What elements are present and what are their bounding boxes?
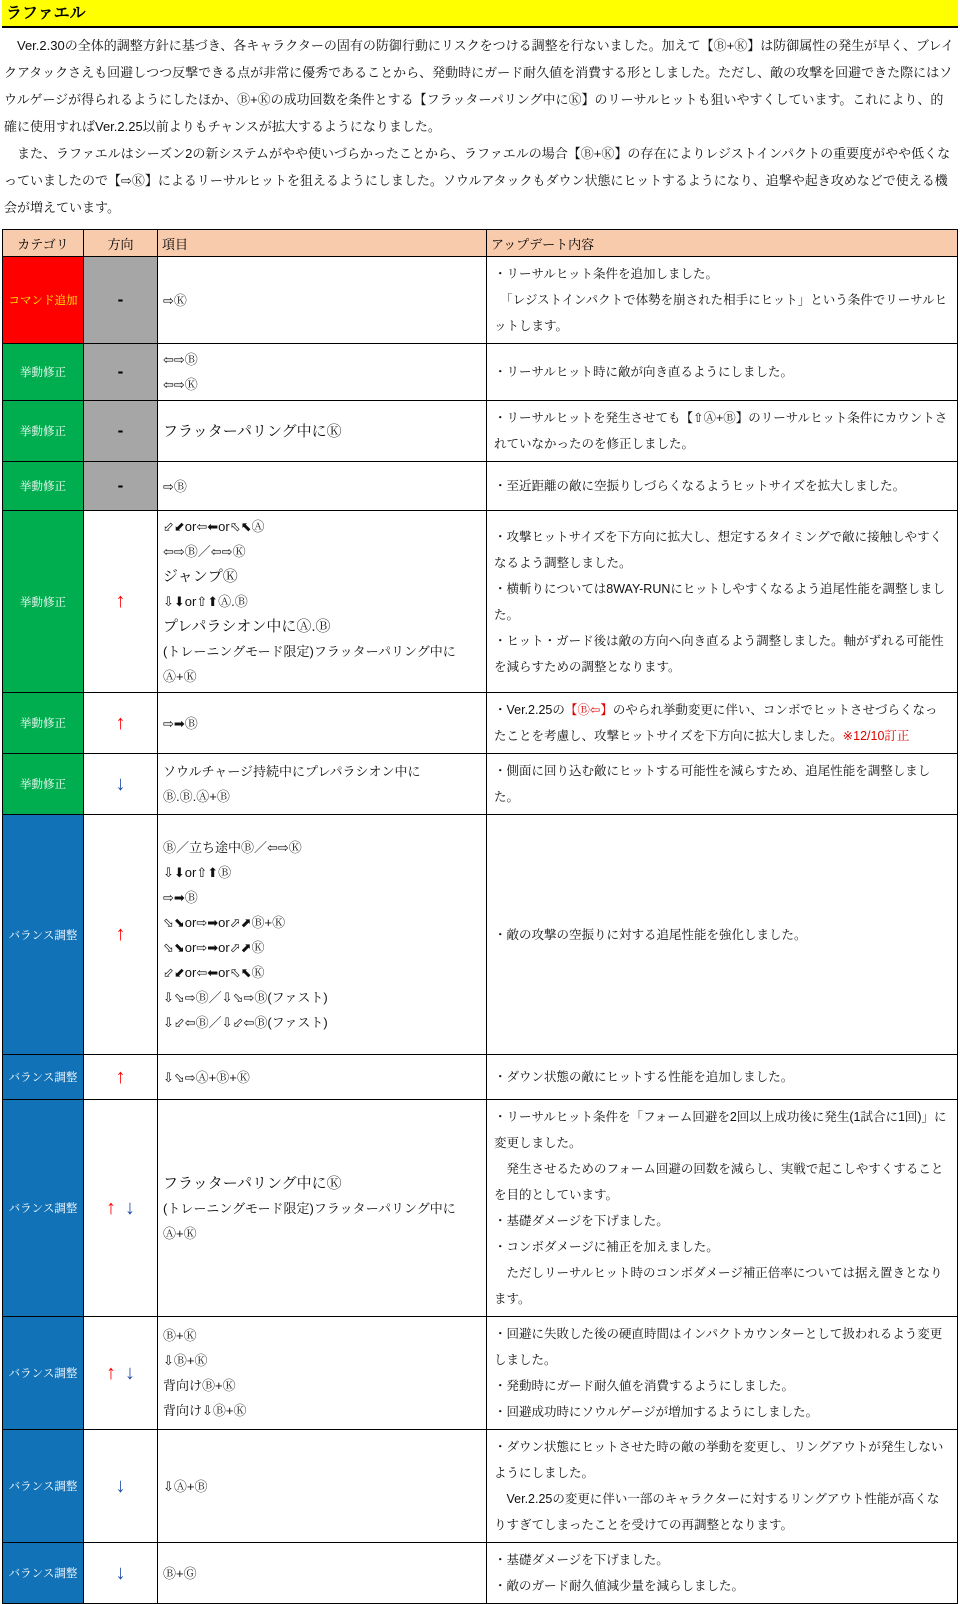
move-command-line: ⬃⬋or⇦⬅or⬁⬉Ⓐ: [163, 519, 265, 534]
direction-cell: [84, 1430, 158, 1543]
move-command-line: ⇩⬇or⇧⬆Ⓐ.Ⓑ: [163, 594, 248, 609]
move-command-line: ⇨➡Ⓑ: [163, 715, 198, 731]
category-cell: コマンド追加: [3, 257, 84, 344]
table-header-row: [3, 230, 958, 257]
table-row: [3, 462, 958, 511]
table-row: [3, 511, 958, 693]
category-cell: 挙動修正: [3, 511, 84, 693]
table-row: [3, 754, 958, 815]
move-command-cell: [158, 1430, 487, 1543]
category-cell: 挙動修正: [3, 401, 84, 462]
patch-table-body: [3, 257, 958, 1604]
intro-paragraph: Ver.2.30の全体的調整方針に基づき、各キャラクターの固有の防御行動にリスクをつける調整を行ないました。加えて【Ⓑ+Ⓚ】は防御属性の発生が早く、ブレイクアタックさえも回避しつつ反撃できる点が非常に優秀であることから、発動時にガード耐久値を消費する形としました。ただし、敵の攻撃を回避できた際にはソウルゲージが得られるようにしたほか、Ⓑ+Ⓚの成功回数を条件とする【フラッターパリング中にⓀ】のリーサルヒットも狙いやすくしています。これにより、的確に使用すればVer.2.25以前よりもチャンスが拡大するようになりました。: [4, 38, 954, 134]
move-command-line: フラッターパリング中にⓀ: [163, 422, 342, 440]
update-content-cell: [487, 462, 958, 511]
table-row: [3, 401, 958, 462]
move-command-line: ⇩Ⓑ+Ⓚ: [163, 1353, 208, 1368]
table-row: [3, 1100, 958, 1317]
direction-cell: [84, 1055, 158, 1100]
buff-up-arrow-icon: ↑: [115, 711, 126, 734]
update-content-line: ・回避成功時にソウルゲージが増加するようにしました。: [494, 1405, 819, 1419]
category-cell: 挙動修正: [3, 462, 84, 511]
move-command-line: ⇩Ⓐ+Ⓑ: [163, 1478, 208, 1494]
table-row: [3, 1317, 958, 1430]
update-content-cell: [487, 511, 958, 693]
update-content-cell: [487, 754, 958, 815]
move-command-cell: [158, 1543, 487, 1604]
nerf-down-arrow-icon: ↓: [115, 772, 126, 795]
category-cell: 挙動修正: [3, 344, 84, 401]
update-content-line: ・リーサルヒット時に敵が向き直るようにしました。: [494, 365, 794, 379]
update-content-line: ・至近距離の敵に空振りしづらくなるようヒットサイズを拡大しました。: [494, 479, 906, 493]
update-content-cell: [487, 1430, 958, 1543]
move-command-line: ⇩⬇or⇧⬆Ⓑ: [163, 864, 232, 880]
move-command-cell: [158, 1055, 487, 1100]
move-command-line: ⇩⬂⇨Ⓐ+Ⓑ+Ⓚ: [163, 1069, 250, 1085]
move-command-line: ソウルチャージ持続中にプレパラシオン中にⒷ.Ⓑ.Ⓐ+Ⓑ: [163, 764, 421, 804]
direction-cell: [84, 754, 158, 815]
update-content-cell: [487, 1100, 958, 1317]
no-direction-dash: -: [117, 476, 124, 495]
direction-cell: [84, 693, 158, 754]
move-command-line: ⇩⬂⇨Ⓑ／⇩⬂⇨Ⓑ(ファスト): [163, 989, 328, 1005]
category-cell: バランス調整: [3, 815, 84, 1055]
move-command-line: フラッターパリング中にⓀ: [163, 1174, 342, 1192]
update-content-cell: [487, 401, 958, 462]
move-command-line: ⇦⇨Ⓑ／⇦⇨Ⓚ: [163, 544, 246, 559]
table-row: [3, 1430, 958, 1543]
no-direction-dash: -: [117, 290, 124, 309]
update-content-line: Ver.2.25の変更に伴い一部のキャラクターに対するリングアウト性能が高くなりすぎてしまったことを受けての再調整となります。: [494, 1492, 940, 1532]
header-cell-category: カテゴリ: [3, 230, 84, 257]
update-content-line: ・コンボダメージに補正を加えました。: [494, 1240, 719, 1254]
buff-up-arrow-icon: ↑: [106, 1361, 116, 1384]
patch-table: [2, 229, 958, 1604]
move-command-cell: [158, 1100, 487, 1317]
move-command-line: ⇦⇨Ⓚ: [163, 377, 198, 392]
table-row: [3, 344, 958, 401]
nerf-down-arrow-icon: ↓: [115, 1561, 126, 1584]
buff-up-arrow-icon: ↑: [106, 1196, 116, 1219]
update-content-line: ・リーサルヒット条件を「フォーム回避を2回以上成功後に発生(1試合に1回)」に変更しました。: [494, 1110, 947, 1150]
move-command-cell: [158, 754, 487, 815]
move-command-cell: [158, 462, 487, 511]
update-content-cell: [487, 344, 958, 401]
header-cell-item: 項目: [158, 230, 487, 257]
move-command-line: プレパラシオン中にⒶ.Ⓑ: [163, 618, 331, 635]
category-cell: バランス調整: [3, 1430, 84, 1543]
move-command-line: Ⓑ／立ち途中Ⓑ／⇦⇨Ⓚ: [163, 839, 302, 855]
update-content-line: ・リーサルヒット条件を追加しました。: [494, 267, 719, 281]
move-command-line: ⬂⬊or⇨➡or⬀⬈Ⓑ+Ⓚ: [163, 914, 286, 930]
no-direction-dash: -: [117, 421, 124, 440]
move-command-line: Ⓑ+Ⓖ: [163, 1565, 197, 1581]
direction-cell: [84, 462, 158, 511]
update-content-line: [494, 697, 949, 749]
update-content-line: ・発動時にガード耐久値を消費するようにしました。: [494, 1379, 795, 1393]
table-row: [3, 257, 958, 344]
update-content-cell: [487, 257, 958, 344]
update-content-line: ・回避に失敗した後の硬直時間はインパクトカウンターとして扱われるよう変更しました。: [494, 1327, 943, 1367]
update-content-line: 発生させるためのフォーム回避の回数を減らし、実戦で起こしやすくすることを目的としています。: [494, 1162, 944, 1202]
table-row: [3, 1055, 958, 1100]
category-cell: 挙動修正: [3, 754, 84, 815]
category-cell: バランス調整: [3, 1055, 84, 1100]
move-command-line: (トレーニングモード限定)フラッターパリング中にⒶ+Ⓚ: [163, 1200, 456, 1241]
update-content-line: ・基礎ダメージを下げました。: [494, 1214, 669, 1228]
nerf-down-arrow-icon: ↓: [125, 1196, 135, 1219]
move-command-cell: [158, 344, 487, 401]
move-command-line: 背向け⇩Ⓑ+Ⓚ: [163, 1403, 247, 1418]
nerf-down-arrow-icon: ↓: [125, 1361, 135, 1384]
direction-cell: [84, 815, 158, 1055]
update-content-line: ・横斬りについては8WAY-RUNにヒットしやすくなるよう追尾性能を調整しました。: [494, 581, 946, 622]
move-command-line: (トレーニングモード限定)フラッターパリング中にⒶ+Ⓚ: [163, 644, 456, 684]
direction-cell: [84, 1100, 158, 1317]
red-note-text: ※12/10訂正: [842, 729, 910, 743]
move-command-cell: [158, 815, 487, 1055]
direction-cell: [84, 1543, 158, 1604]
move-command-line: ⇦⇨Ⓑ: [163, 352, 198, 367]
update-content-line: ・ダウン状態にヒットさせた時の敵の挙動を変更し、リングアウトが発生しないようにしました。: [494, 1440, 944, 1480]
update-content-line: ・基礎ダメージを下げました。: [494, 1553, 669, 1567]
red-note-text: 【Ⓑ⇦】: [564, 703, 613, 717]
update-content-line: ・リーサルヒットを発生させても【⇧Ⓐ+Ⓑ】のリーサルヒット条件にカウントされていなかったのを修正しました。: [494, 411, 948, 451]
update-content-line: ・側面に回り込む敵にヒットする可能性を減らすため、追尾性能を調整しました。: [494, 764, 931, 804]
direction-cell: [84, 257, 158, 344]
nerf-down-arrow-icon: ↓: [115, 1474, 126, 1497]
page-title: ラファエル: [2, 0, 958, 28]
update-content-cell: [487, 815, 958, 1055]
content-text: ・Ver.2.25の: [494, 703, 565, 717]
direction-cell: [84, 511, 158, 693]
move-command-line: ⬂⬊or⇨➡or⬀⬈Ⓚ: [163, 939, 265, 955]
move-command-cell: [158, 401, 487, 462]
update-content-line: ・敵のガード耐久値減少量を減らしました。: [494, 1579, 745, 1593]
direction-cell: [84, 1317, 158, 1430]
update-content-line: 「レジストインパクトで体勢を崩された相手にヒット」という条件でリーサルヒットします。: [494, 293, 948, 333]
table-row: [3, 1543, 958, 1604]
category-cell: バランス調整: [3, 1543, 84, 1604]
update-content-cell: [487, 693, 958, 754]
intro-paragraph: また、ラファエルはシーズン2の新システムがやや使いづらかったことから、ラファエルの場合【Ⓑ+Ⓚ】の存在によりレジストインパクトの重要度がやや低くなっていましたので【⇨Ⓚ】によるリーサルヒットを狙えるようにしました。ソウルアタックもダウン状態にヒットするようになり、追撃や起き攻めなどで使える機会が増えています。: [4, 146, 951, 215]
buff-up-arrow-icon: ↑: [115, 1065, 126, 1088]
category-cell: バランス調整: [3, 1100, 84, 1317]
update-content-line: ・ヒット・ガード後は敵の方向へ向き直るよう調整しました。軸がずれる可能性を減らすための調整となります。: [494, 633, 944, 674]
direction-cell: [84, 401, 158, 462]
direction-cell: [84, 344, 158, 401]
move-command-line: ジャンプⓀ: [163, 568, 238, 585]
category-cell: 挙動修正: [3, 693, 84, 754]
no-direction-dash: -: [117, 362, 124, 381]
header-cell-update: アップデート内容: [487, 230, 958, 257]
header-cell-direction: 方向: [84, 230, 158, 257]
move-command-cell: [158, 693, 487, 754]
move-command-cell: [158, 511, 487, 693]
update-content-line: ただしリーサルヒット時のコンボダメージ補正倍率については据え置きとなります。: [494, 1266, 943, 1306]
update-content-cell: [487, 1317, 958, 1430]
update-content-line: ・ダウン状態の敵にヒットする性能を追加しました。: [494, 1070, 794, 1084]
move-command-line: 背向けⒷ+Ⓚ: [163, 1378, 236, 1393]
update-content-cell: [487, 1543, 958, 1604]
update-content-line: ・敵の攻撃の空振りに対する追尾性能を強化しました。: [494, 927, 807, 942]
intro-section: [4, 32, 956, 221]
move-command-line: ⬃⬋or⇦⬅or⬁⬉Ⓚ: [163, 964, 265, 980]
move-command-line: ⇨Ⓑ: [163, 478, 187, 494]
update-content-cell: [487, 1055, 958, 1100]
move-command-line: ⇨Ⓚ: [163, 292, 187, 308]
move-command-line: Ⓑ+Ⓚ: [163, 1328, 197, 1343]
category-cell: バランス調整: [3, 1317, 84, 1430]
move-command-cell: [158, 257, 487, 344]
move-command-cell: [158, 1317, 487, 1430]
content-text: のやられ挙動変更に伴い、コンボでヒットさせづらくなったことを考慮し、攻撃ヒットサイズを下方向に拡大しました。: [494, 703, 938, 743]
table-row: [3, 693, 958, 754]
move-command-line: ⇩⬃⇦Ⓑ／⇩⬃⇦Ⓑ(ファスト): [163, 1014, 328, 1030]
update-content-line: ・攻撃ヒットサイズを下方向に拡大し、想定するタイミングで敵に接触しやすくなるよう調整しました。: [494, 529, 943, 570]
move-command-line: ⇨➡Ⓑ: [163, 889, 198, 905]
table-row: [3, 815, 958, 1055]
buff-up-arrow-icon: ↑: [115, 923, 126, 945]
buff-up-arrow-icon: ↑: [115, 590, 126, 612]
